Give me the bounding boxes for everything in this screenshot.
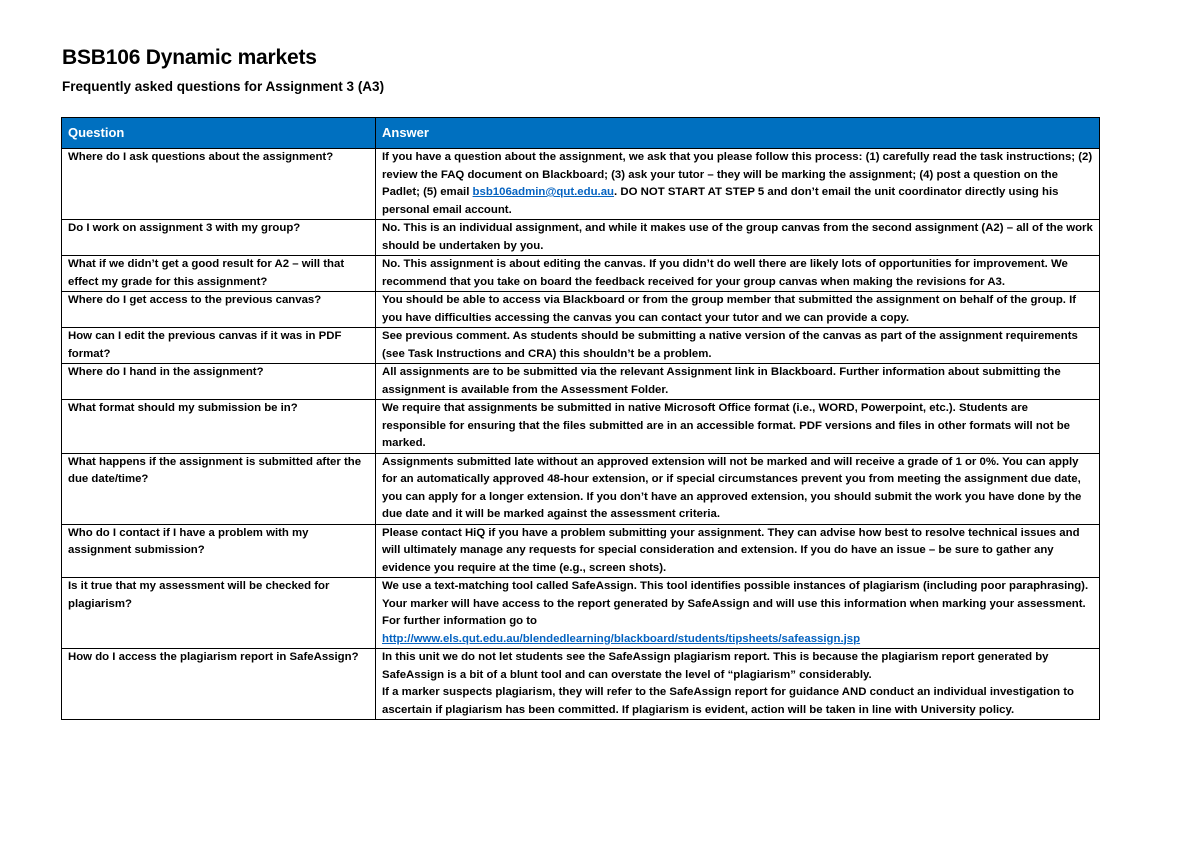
- faq-answer-paragraph: Your marker will have access to the report generated by SafeAssign and will use this information when marking your assessment. For further information go to: [382, 597, 1086, 627]
- faq-question: Is it true that my assessment will be checked for plagiarism?: [62, 578, 376, 649]
- faq-answer-text: . DO NOT START AT STEP 5 and don’t email the unit coordinator directly using his personal email account.: [382, 186, 1059, 216]
- faq-row: [62, 578, 1100, 649]
- faq-question: Where do I get access to the previous canvas?: [62, 292, 376, 328]
- faq-answer: All assignments are to be submitted via the relevant Assignment link in Blackboard. Further information about submitting the assignment is available from the Assessment Folder.: [376, 364, 1100, 400]
- faq-answer: Assignments submitted late without an approved extension will not be marked and will receive a grade of 1 or 0%. You can apply for an automatically approved 48-hour extension, or if special circumstances prevent you from meeting the assignment due date, you can apply for a longer extension. If you don’t have an approved extension, you should submit the work you have done by the due date and it will be marked against the assessment criteria.: [376, 453, 1100, 524]
- faq-row: [62, 364, 1100, 400]
- faq-row: [62, 649, 1100, 720]
- faq-question: What if we didn’t get a good result for A2 – will that effect my grade for this assignment?: [62, 256, 376, 292]
- admin-email-link[interactable]: bsb106admin@qut.edu.au: [472, 186, 615, 198]
- faq-answer: We require that assignments be submitted in native Microsoft Office format (i.e., WORD, Powerpoint, etc.). Students are responsible for ensuring that the files submitted are in an accessible format. PDF versions and files in other formats will not be marked.: [376, 400, 1100, 454]
- faq-question: How do I access the plagiarism report in SafeAssign?: [62, 649, 376, 720]
- faq-answer: [376, 649, 1100, 720]
- faq-answer: Please contact HiQ if you have a problem submitting your assignment. They can advise how best to resolve technical issues and will ultimately manage any requests for special consideration and extension. If you do have an issue – be sure to gather any evidence you require at the time (e.g., screen shots).: [376, 524, 1100, 578]
- faq-row: [62, 220, 1100, 256]
- question-column-header: Question: [62, 118, 376, 149]
- faq-table: [61, 117, 1100, 720]
- faq-row: [62, 256, 1100, 292]
- faq-question: What happens if the assignment is submitted after the due date/time?: [62, 453, 376, 524]
- faq-answer: No. This assignment is about editing the canvas. If you didn’t do well there are likely lots of opportunities for improvement. We recommend that you take on board the feedback received for your group canvas when making the revisions for A3.: [376, 256, 1100, 292]
- faq-answer: [376, 578, 1100, 649]
- document-title: BSB106 Dynamic markets: [62, 46, 317, 69]
- safeassign-tipsheet-link[interactable]: http://www.els.qut.edu.au/blendedlearning/blackboard/students/tipsheets/safeassign.jsp: [382, 632, 861, 645]
- faq-answer: No. This is an individual assignment, and while it makes use of the group canvas from the second assignment (A2) – all of the work should be undertaken by you.: [376, 220, 1100, 256]
- faq-question: What format should my submission be in?: [62, 400, 376, 454]
- faq-question: Who do I contact if I have a problem with my assignment submission?: [62, 524, 376, 578]
- faq-answer: See previous comment. As students should be submitting a native version of the canvas as part of the assignment requirements (see Task Instructions and CRA) this shouldn’t be a problem.: [376, 328, 1100, 364]
- document-subtitle: Frequently asked questions for Assignment 3 (A3): [62, 79, 385, 94]
- faq-answer: You should be able to access via Blackboard or from the group member that submitted the assignment on behalf of the group. If you have difficulties accessing the canvas you can contact your tutor and we can provide a copy.: [376, 292, 1100, 328]
- faq-answer-paragraph: In this unit we do not let students see the SafeAssign plagiarism report. This is because the plagiarism report generated by SafeAssign is a bit of a blunt tool and can overstate the level of “plagiarism” considerably.: [382, 651, 1049, 681]
- faq-question: How can I edit the previous canvas if it was in PDF format?: [62, 328, 376, 364]
- faq-question: Where do I hand in the assignment?: [62, 364, 376, 400]
- faq-answer-text: If you have a question about the assignment, we ask that you please follow this process: (1) carefully read the task instructions; (2) review the FAQ document on Blackboard; (3) ask your tutor – they will be marking the assignment; (4) post a question on the Padlet; (5) email: [382, 151, 1093, 198]
- faq-row: [62, 328, 1100, 364]
- faq-row: [62, 149, 1100, 220]
- faq-header-row: [62, 118, 1100, 149]
- faq-answer-paragraph: We use a text-matching tool called SafeAssign. This tool identifies possible instances of plagiarism (including poor paraphrasing).: [382, 580, 1089, 592]
- faq-question: Do I work on assignment 3 with my group?: [62, 220, 376, 256]
- faq-row: [62, 524, 1100, 578]
- faq-row: [62, 453, 1100, 524]
- faq-answer-paragraph: If a marker suspects plagiarism, they will refer to the SafeAssign report for guidance AND conduct an individual investigation to ascertain if plagiarism has been committed. If plagiarism is evident, action will be taken in line with University policy.: [382, 686, 1075, 716]
- faq-row: [62, 400, 1100, 454]
- answer-column-header: Answer: [376, 118, 1100, 149]
- faq-answer: [376, 149, 1100, 220]
- faq-row: [62, 292, 1100, 328]
- faq-question: Where do I ask questions about the assignment?: [62, 149, 376, 220]
